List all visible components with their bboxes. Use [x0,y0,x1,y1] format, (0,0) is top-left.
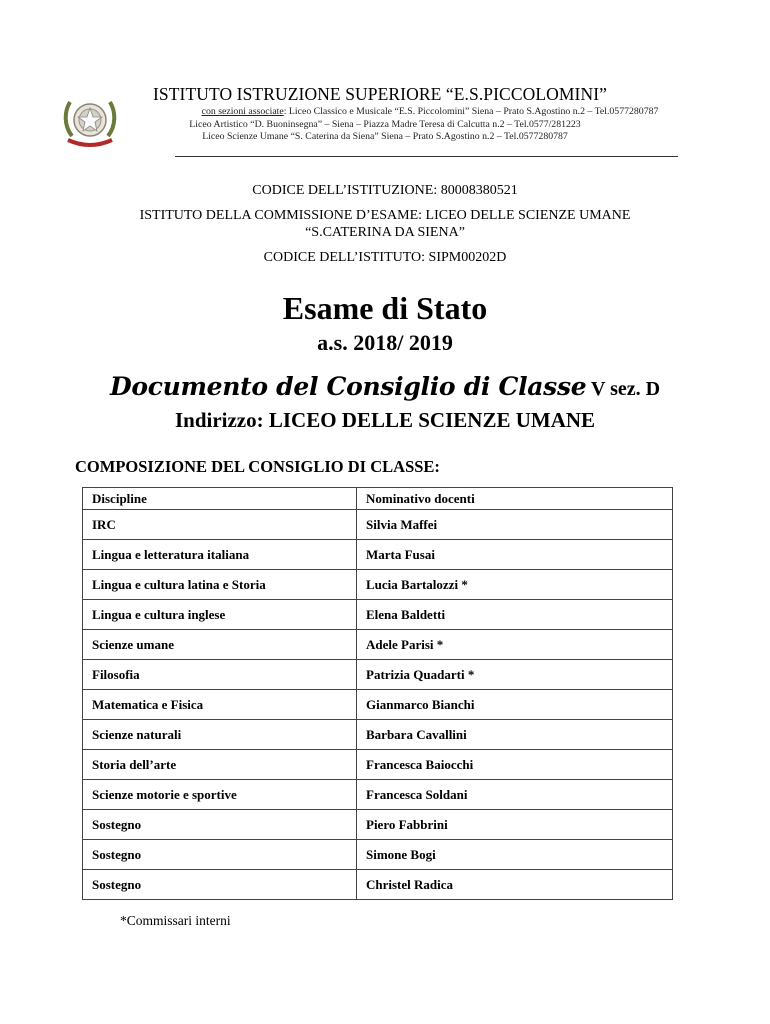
header-discipline: Discipline [83,488,357,510]
discipline-cell: Matematica e Fisica [83,690,357,720]
header-artistico-line: Liceo Artistico “D. Buoninsegna” – Siena – Piazza Madre Teresa di Calcutta n.2 – Tel.0577/281223 [189,119,581,130]
header-sections-line [150,106,710,117]
curriculum-address: Indirizzo: LICEO DELLE SCIENZE UMANE [174,408,596,432]
table-row [83,780,673,810]
teacher-cell: Barbara Cavallini [357,720,673,750]
teacher-cell: Patrizia Quadarti * [357,660,673,690]
table-row [83,660,673,690]
italian-republic-emblem [60,92,120,154]
table-row [83,630,673,660]
institute-title: ISTITUTO ISTRUZIONE SUPERIORE “E.S.PICCOLOMINI” [152,84,607,104]
discipline-cell: Scienze motorie e sportive [83,780,357,810]
teacher-cell: Simone Bogi [357,840,673,870]
table-row [83,810,673,840]
document-title [0,372,770,401]
council-table [82,487,673,900]
teacher-cell: Gianmarco Bianchi [357,690,673,720]
table-row [83,540,673,570]
discipline-cell: Storia dell’arte [83,750,357,780]
discipline-cell: Sostegno [83,840,357,870]
discipline-cell: Scienze naturali [83,720,357,750]
footnote: *Commissari interni [120,913,231,928]
class-section: V sez. D [586,378,661,400]
header-scienze-umane-line: Liceo Scienze Umane “S. Caterina da Siena” Siena – Prato S.Agostino n.2 – Tel.0577280787 [202,131,568,142]
table-row [83,570,673,600]
header-divider [175,156,678,157]
teacher-cell: Francesca Soldani [357,780,673,810]
table-row [83,870,673,900]
exam-title: Esame di Stato [282,290,488,326]
sections-line1-rest: : Liceo Classico e Musicale “E.S. Piccolomini” Siena – Prato S.Agostino n.2 – Tel.0577280787 [283,106,659,117]
teacher-cell: Adele Parisi * [357,630,673,660]
teacher-cell: Silvia Maffei [357,510,673,540]
table-row [83,510,673,540]
teacher-cell: Elena Baldetti [357,600,673,630]
discipline-cell: Lingua e cultura latina e Storia [83,570,357,600]
discipline-cell: Sostegno [83,810,357,840]
institute-code: CODICE DELL’ISTITUTO: SIPM00202D [263,250,507,265]
table-row [83,840,673,870]
discipline-cell: Filosofia [83,660,357,690]
teacher-cell: Christel Radica [357,870,673,900]
institution-code: CODICE DELL’ISTITUZIONE: 80008380521 [252,183,518,198]
teacher-cell: Francesca Baiocchi [357,750,673,780]
table-row [83,750,673,780]
discipline-cell: Lingua e cultura inglese [83,600,357,630]
discipline-cell: Scienze umane [83,630,357,660]
table-row [83,690,673,720]
teacher-cell: Piero Fabbrini [357,810,673,840]
teacher-cell: Lucia Bartalozzi * [357,570,673,600]
discipline-cell: Sostegno [83,870,357,900]
document-name: Documento del Consiglio di Classe [109,372,587,401]
header-teacher: Nominativo docenti [357,488,673,510]
table-row [83,600,673,630]
table-header-row [83,488,673,510]
commission-institute-line2: “S.CATERINA DA SIENA” [305,225,465,240]
commission-institute-line1: ISTITUTO DELLA COMMISSIONE D’ESAME: LICEO DELLE SCIENZE UMANE [139,208,631,223]
table-row [83,720,673,750]
school-year: a.s. 2018/ 2019 [317,330,453,355]
discipline-cell: IRC [83,510,357,540]
discipline-cell: Lingua e letteratura italiana [83,540,357,570]
teacher-cell: Marta Fusai [357,540,673,570]
council-title: COMPOSIZIONE DEL CONSIGLIO DI CLASSE: [75,457,440,476]
sections-label: con sezioni associate [201,106,284,117]
